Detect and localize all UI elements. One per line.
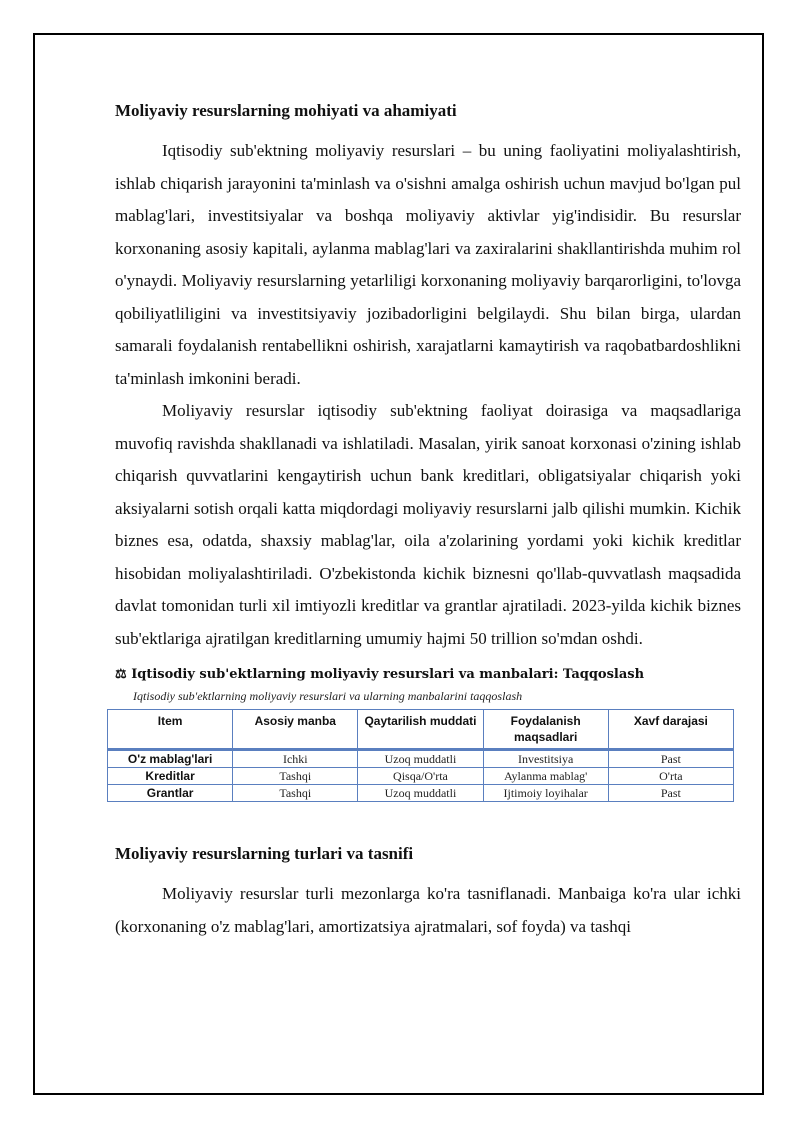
section-title: Moliyaviy resurslarning mohiyati va ahamiyati <box>115 101 457 120</box>
balance-scale-icon: ⚖ <box>115 667 127 682</box>
table-row <box>108 750 734 768</box>
table-caption-text: Iqtisodiy sub'ektlarning moliyaviy resurslari va manbalari: Taqqoslash <box>131 667 645 682</box>
row-head-cell: Grantlar <box>108 785 233 802</box>
header-cell-source: Asosiy manba <box>233 710 358 750</box>
table-cell: Tashqi <box>233 768 358 785</box>
paragraph: Moliyaviy resurslar iqtisodiy sub'ektning faoliyat doirasiga va maqsadlariga muvofiq ravishda shakllanadi va ishlatiladi. Masalan, yirik sanoat korxonasi o'zining ishlab chiqarish quvvatlarini kengaytirish uchun bank kreditlari, obligatsiyalar chiqarish yoki aksiyalarni sotish orqali katta miqdordagi moliyaviy resurslarni jalb qilishi mumkin. Kichik biznes esa, odatda, shaxsiy mablag'lar, oila a'zolarining yordami yoki kichik kreditlar hisobidan moliyalashtiriladi. O'zbekistonda kichik biznesni qo'llab-quvvatlash maqsadida davlat tomonidan turli xil imtiyozli kreditlar va grantlar ajratiladi. 2023-yilda kichik biznes sub'ektlariga ajratilgan kreditlarning umumiy hajmi 50 trillion so'mdan oshdi. <box>115 401 741 648</box>
table-subcaption: Iqtisodiy sub'ektlarning moliyaviy resurslari va ularning manbalarini taqqoslash <box>133 689 523 703</box>
table-cell: Aylanma mablag' <box>483 768 608 785</box>
table-row <box>108 768 734 785</box>
row-head-cell: O'z mablag'lari <box>108 750 233 768</box>
table-header-row <box>108 710 734 750</box>
comparison-table-block <box>115 666 741 802</box>
header-cell-term: Qaytarilish muddati <box>358 710 483 750</box>
header-cell-purpose: Foydalanish maqsadlari <box>483 710 608 750</box>
table-cell: Uzoq muddatli <box>358 750 483 768</box>
table-cell: Uzoq muddatli <box>358 785 483 802</box>
comparison-table <box>107 709 734 802</box>
table-cell: Investitsiya <box>483 750 608 768</box>
table-cell: Ijtimoiy loyihalar <box>483 785 608 802</box>
table-cell: Qisqa/O'rta <box>358 768 483 785</box>
paragraph: Moliyaviy resurslar turli mezonlarga ko'ra tasniflanadi. Manbaiga ko'ra ular ichki (korxonaning o'z mablag'lari, amortizatsiya ajratmalari, sof foyda) va tashqi <box>115 884 741 936</box>
table-cell: Tashqi <box>233 785 358 802</box>
table-cell: O'rta <box>608 768 733 785</box>
header-cell-risk: Xavf darajasi <box>608 710 733 750</box>
table-cell: Past <box>608 785 733 802</box>
section-title: Moliyaviy resurslarning turlari va tasnifi <box>115 844 414 863</box>
document-body <box>115 99 741 943</box>
paragraph: Iqtisodiy sub'ektning moliyaviy resurslari – bu uning faoliyatini moliyalashtirish, ishlab chiqarish jarayonini ta'minlash va o'sishni amalga oshirish uchun mavjud bo'lgan pul mablag'lari, investitsiyalar va boshqa moliyaviy aktivlar yig'indisidir. Bu resurslar korxonaning asosiy kapitali, aylanma mablag'lari va zaxiralarini shakllantirishda muhim rol o'ynaydi. Moliyaviy resurslarning yetarliligi korxonaning moliyaviy barqarorligini, to'lovga qobiliyatliligini va investitsiyaviy jozibadorligini belgilaydi. Shu bilan birga, ulardan samarali foydalanish rentabellikni oshirish, xarajatlarni kamaytirish va raqobatbardoshlikni ta'minlash imkonini beradi. <box>115 141 741 388</box>
table-caption <box>115 666 741 684</box>
header-cell-item: Item <box>108 710 233 750</box>
row-head-cell: Kreditlar <box>108 768 233 785</box>
table-row <box>108 785 734 802</box>
table-cell: Ichki <box>233 750 358 768</box>
table-cell: Past <box>608 750 733 768</box>
